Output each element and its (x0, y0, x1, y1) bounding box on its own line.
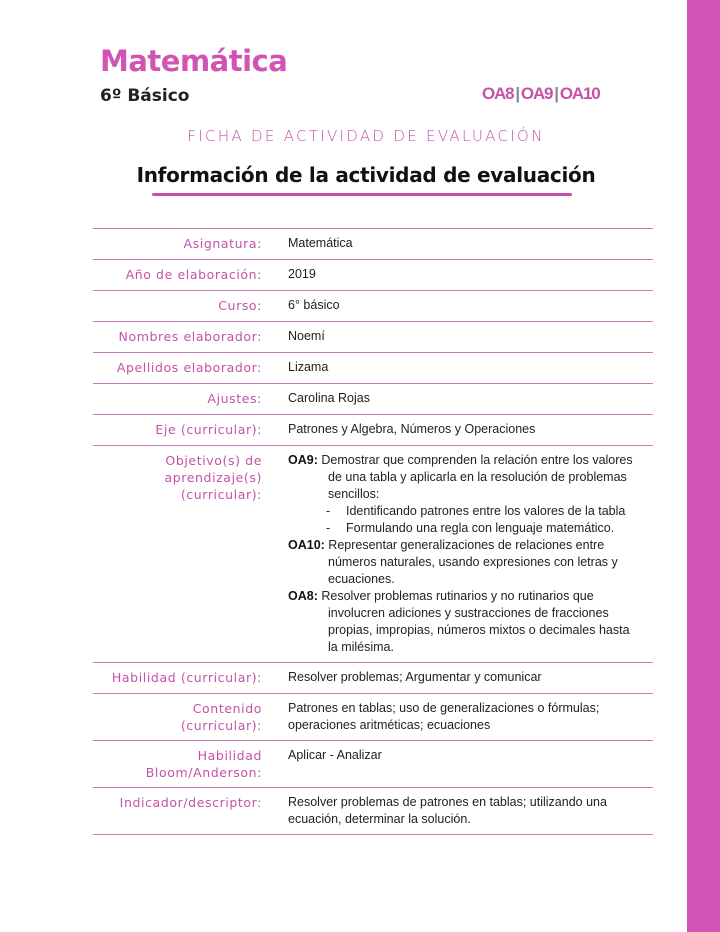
oa-code-10: OA10 (559, 84, 600, 103)
table-row (93, 229, 653, 260)
objective-code: OA8: (288, 589, 318, 603)
row-label: Curso: (93, 291, 288, 322)
separator: | (515, 84, 519, 103)
bloom-label (93, 741, 288, 788)
objectives-label (93, 446, 288, 663)
value-line: Patrones en tablas; uso de generalizaciones o fórmulas; (288, 701, 600, 715)
title-underline (152, 193, 572, 196)
bullet-text: Formulando una regla con lenguaje matemático. (346, 521, 615, 535)
subject-title: Matemática (100, 44, 288, 78)
oa-code-8: OA8 (482, 84, 514, 103)
contenido-label (93, 694, 288, 741)
row-value: Carolina Rojas (288, 384, 653, 415)
objective-text: números naturales, usando expresiones con letras y (328, 555, 618, 569)
label-line: (curricular): (180, 718, 262, 733)
indicador-row (93, 788, 653, 835)
value-line: ecuación, determinar la solución. (288, 812, 471, 826)
objectives-row (93, 446, 653, 663)
row-value: Noemí (288, 322, 653, 353)
objective-text: ecuaciones. (328, 572, 395, 586)
row-value: 2019 (288, 260, 653, 291)
label-line: (curricular): (180, 487, 262, 502)
objective-text: involucren adiciones y sustracciones de fracciones (328, 606, 609, 620)
habilidad-row (93, 663, 653, 694)
label-line: Objetivo(s) de (165, 453, 262, 468)
value-line: Resolver problemas de patrones en tablas; utilizando una (288, 795, 607, 809)
row-label: Año de elaboración: (93, 260, 288, 291)
row-label: Nombres elaborador: (93, 322, 288, 353)
contenido-value (288, 694, 653, 741)
objectives-value (288, 446, 653, 663)
row-value: Matemática (288, 229, 653, 260)
objective-text: Resolver problemas rutinarios y no rutinarios que (317, 589, 594, 603)
objective-text: sencillos: (328, 487, 380, 501)
value-line: operaciones aritméticas; ecuaciones (288, 718, 491, 732)
objective-oa8 (288, 588, 645, 656)
bloom-value: Aplicar - Analizar (288, 741, 653, 788)
objective-text: de una tabla y aplicarla en la resolución de problemas (328, 470, 627, 484)
bullet-item (288, 520, 645, 537)
objective-code: OA10: (288, 538, 325, 552)
row-label: Apellidos elaborador: (93, 353, 288, 384)
contenido-row (93, 694, 653, 741)
objective-oa10 (288, 537, 645, 588)
info-table (93, 228, 653, 835)
label-line: aprendizaje(s) (164, 470, 262, 485)
row-label: Ajustes: (93, 384, 288, 415)
table-row (93, 260, 653, 291)
row-value: 6° básico (288, 291, 653, 322)
table-row (93, 384, 653, 415)
indicador-label: Indicador/descriptor: (93, 788, 288, 835)
objective-text: propias, impropias, números mixtos o decimales hasta (328, 623, 630, 637)
dash-icon: - (326, 504, 331, 518)
separator: | (554, 84, 558, 103)
row-label: Habilidad (curricular): (93, 663, 288, 694)
objective-oa9 (288, 452, 645, 537)
oa-code-9: OA9 (520, 84, 553, 103)
table-row (93, 322, 653, 353)
bloom-row (93, 741, 653, 788)
row-value: Resolver problemas; Argumentar y comunicar (288, 663, 653, 694)
objective-text: Representar generalizaciones de relaciones entre (324, 538, 605, 552)
bullet-item (288, 503, 645, 520)
label-line: Habilidad (197, 748, 262, 763)
table-row (93, 353, 653, 384)
ficha-title: FICHA DE ACTIVIDAD DE EVALUACIÓN (187, 127, 545, 145)
bullet-text: Identificando patrones entre los valores de la tabla (346, 504, 626, 518)
grade-title: 6º Básico (100, 86, 190, 106)
oa-codes (482, 84, 599, 104)
table-row (93, 415, 653, 446)
table-row (93, 291, 653, 322)
label-line: Bloom/Anderson: (145, 765, 262, 780)
objective-code: OA9: (288, 453, 318, 467)
objective-text: la milésima. (328, 640, 394, 654)
label-line: Contenido (192, 701, 262, 716)
row-value: Lizama (288, 353, 653, 384)
objective-text: Demostrar que comprenden la relación entre los valores (317, 453, 633, 467)
row-label: Asignatura: (93, 229, 288, 260)
section-title: Información de la actividad de evaluación (136, 163, 596, 187)
indicador-value (288, 788, 653, 835)
dash-icon: - (326, 521, 331, 535)
row-value: Patrones y Algebra, Números y Operaciones (288, 415, 653, 446)
row-label: Eje (curricular): (93, 415, 288, 446)
